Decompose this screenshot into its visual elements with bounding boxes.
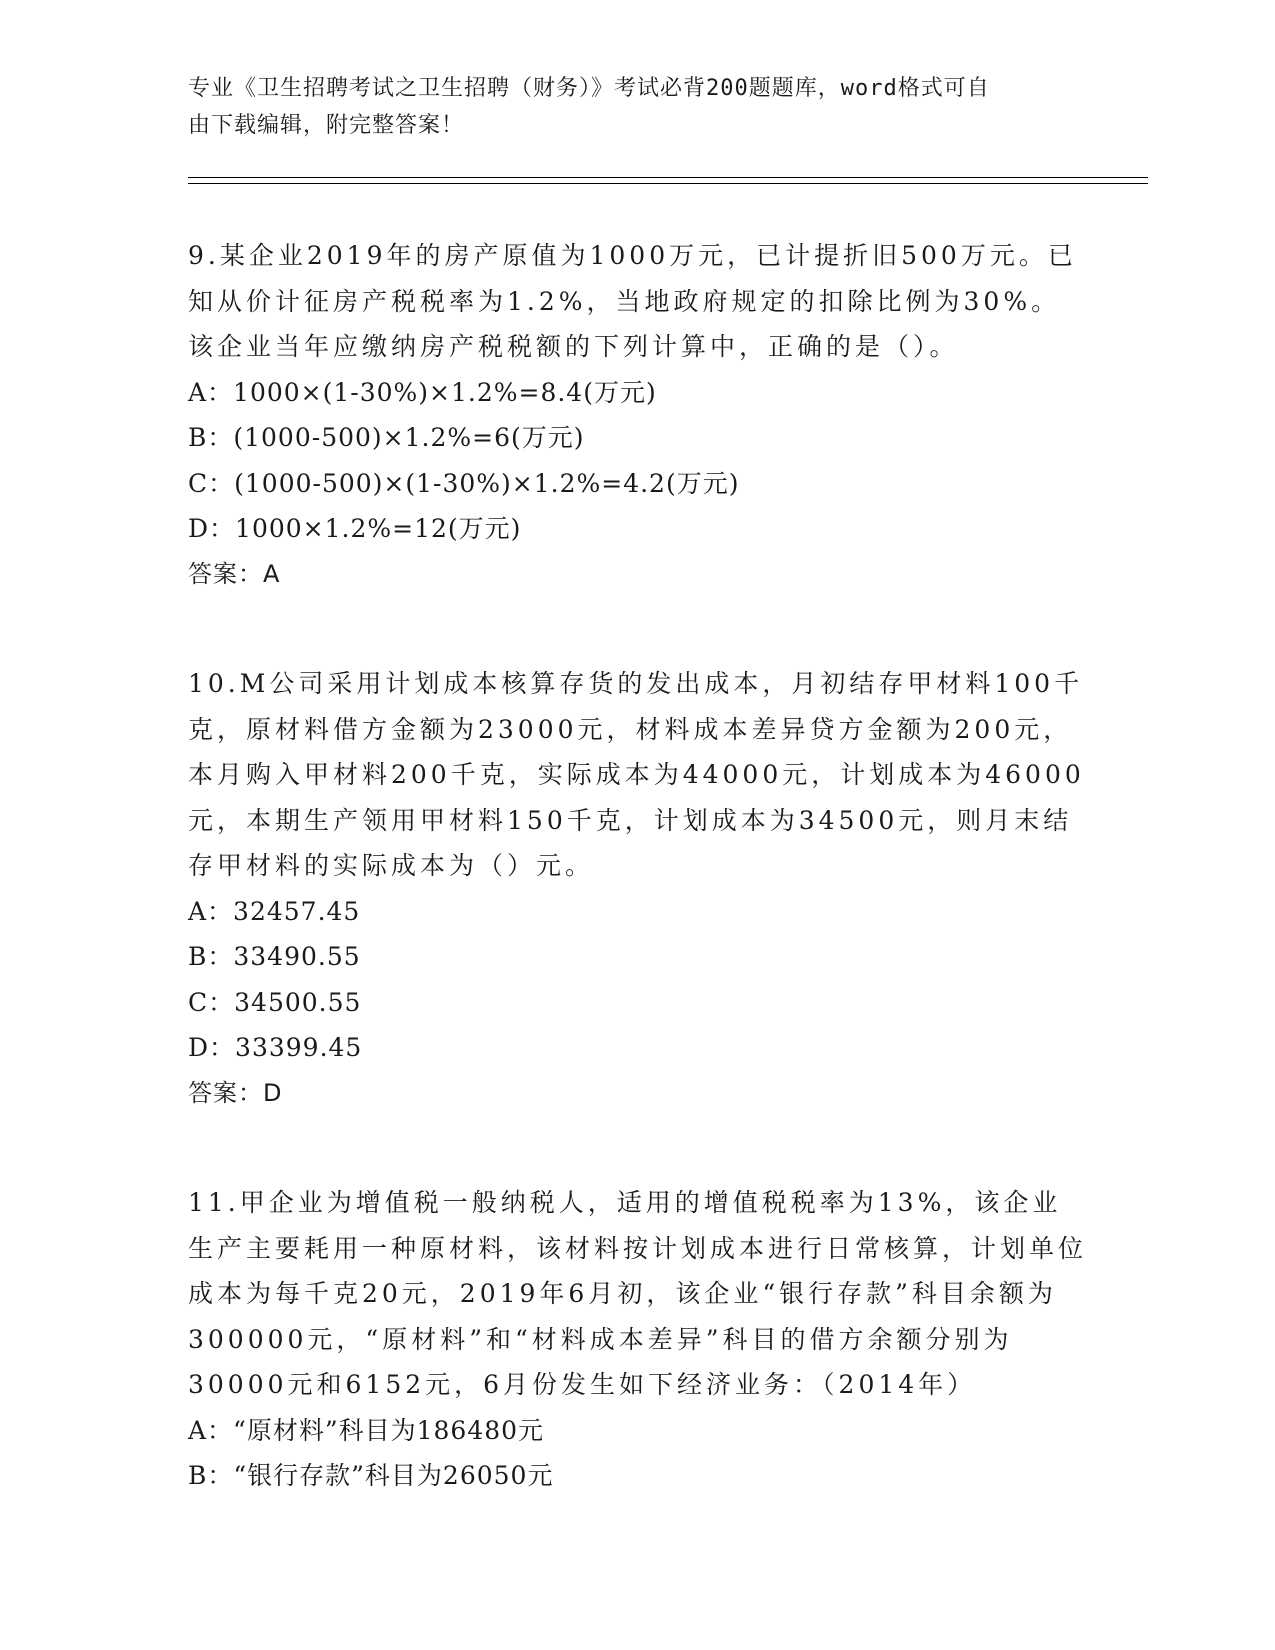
header-divider-bottom <box>188 183 1148 184</box>
option-b: B：(1000-500)×1.2%=6(万元) <box>188 423 585 452</box>
question-10 <box>188 661 1088 1116</box>
question-11 <box>188 1180 1088 1499</box>
answer-label: 答案：D <box>188 1078 283 1107</box>
option-b: B：33490.55 <box>188 942 361 971</box>
question-stem: 11.甲企业为增值税一般纳税人，适用的增值税税率为13%，该企业生产主要耗用一种原材料，该材料按计划成本进行日常核算，计划单位成本为每千克20元，2019年6月初，该企业“银行存款”科目余额为300000元，“原材料”和“材料成本差异”科目的借方余额分别为30000元和6152元，6月份发生如下经济业务：（2014年） <box>188 1188 1088 1399</box>
document-header <box>188 70 1068 144</box>
header-line-2: 由下载编辑，附完整答案！ <box>188 113 465 138</box>
header-divider-top <box>188 177 1148 178</box>
option-a: A：32457.45 <box>188 896 361 926</box>
option-d: D：33399.45 <box>188 1033 363 1062</box>
answer-label: 答案：A <box>188 559 281 588</box>
option-a: A：1000×(1-30%)×1.2%=8.4(万元) <box>188 377 657 407</box>
header-line-1: 专业《卫生招聘考试之卫生招聘（财务）》考试必背200题题库，word格式可自 <box>188 76 990 101</box>
option-c: C：34500.55 <box>188 987 362 1017</box>
question-list <box>188 233 1088 1563</box>
option-b: B：“银行存款”科目为26050元 <box>188 1461 554 1490</box>
question-stem: 10.M公司采用计划成本核算存货的发出成本，月初结存甲材料100千克，原材料借方金额为23000元，材料成本差异贷方金额为200元，本月购入甲材料200千克，实际成本为44000元，计划成本为46000元，本期生产领用甲材料150千克，计划成本为34500元，则月末结存甲材料的实际成本为（）元。 <box>188 669 1085 880</box>
question-stem: 9.某企业2019年的房产原值为1000万元，已计提折旧500万元。已知从价计征房产税税率为1.2%，当地政府规定的扣除比例为30%。该企业当年应缴纳房产税税额的下列计算中，正确的是（）。 <box>188 241 1077 361</box>
option-d: D：1000×1.2%=12(万元) <box>188 514 522 543</box>
option-c: C：(1000-500)×(1-30%)×1.2%=4.2(万元) <box>188 468 740 498</box>
question-9 <box>188 233 1088 597</box>
option-a: A：“原材料”科目为186480元 <box>188 1415 545 1445</box>
